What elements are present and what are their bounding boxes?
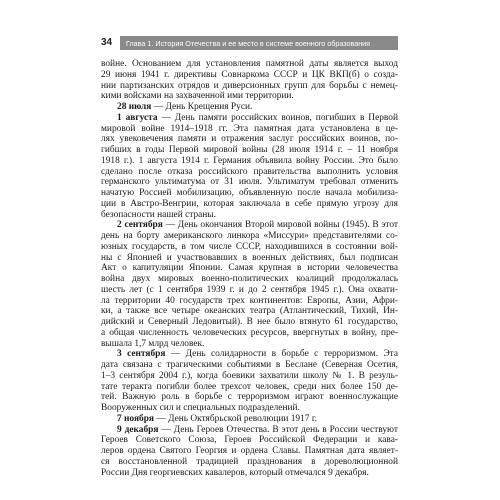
holiday-date: 9 декабря <box>117 424 159 435</box>
line-text: шесть лет (с 1 сентября 1939 г. и до 2 сентября 1945 г.). Она охвати- <box>101 284 398 295</box>
text-line <box>101 349 398 360</box>
text-line <box>101 392 398 403</box>
text-line <box>101 91 398 102</box>
line-text: — День окончания Второй мировой войны (1945). В этот <box>162 220 398 231</box>
text-line <box>101 339 398 350</box>
text-line <box>101 446 398 457</box>
line-text: Вооруженных сил и специальных подразделений. <box>101 403 300 413</box>
line-text: тей. Важную роль в борьбе с терроризмом играют военнослужащие <box>101 392 398 403</box>
line-text: ции в Австро-Венгрии, которая заключала в себе прямую угрозу для <box>101 198 398 209</box>
line-text: мировой войне 1914–1918 гг. Эта памятная дата установлена в це- <box>101 123 398 134</box>
line-text: нии партизанских отрядов и диверсионных групп для борьбы с немец- <box>101 80 398 91</box>
line-text: день на борту американского линкора «Миссури» представителями со- <box>101 231 398 241</box>
text-line <box>101 328 398 339</box>
line-text: начатую Россией мобилизацию, объявленную после начала мобилиза- <box>101 188 398 198</box>
text-line <box>101 435 398 446</box>
line-text: ла территории 40 государств трех континентов: Европы, Азии, Афри- <box>101 295 398 306</box>
text-line <box>101 70 398 81</box>
line-text: — День Октябрьской революции 1917 г. <box>154 413 317 424</box>
line-text: ны с Японией и участвовавших в военных действиях, был подписан <box>101 252 398 263</box>
holiday-date: 3 сентября <box>117 349 166 360</box>
page-body <box>101 59 398 478</box>
text-line <box>101 382 398 393</box>
line-text: война двух мировых военно-политических коалиций продолжалась <box>101 274 398 284</box>
running-header <box>120 36 398 50</box>
line-text: ся восстановленной традицией празднования в дореволюционной <box>101 456 398 467</box>
line-text: 29 июня 1941 г. директивы Совнаркома СССР и ЦК ВКП(б) о созда- <box>101 69 398 80</box>
text-line <box>101 81 398 92</box>
text-line <box>101 253 398 264</box>
text-line <box>101 317 398 328</box>
line-text: — День Крещения Руси. <box>151 102 253 112</box>
text-line <box>101 306 398 317</box>
text-line <box>101 285 398 296</box>
text-line <box>101 231 398 242</box>
text-line <box>101 425 398 436</box>
line-text: Акт о капитуляции Японии. Самая крупная в истории человечества <box>101 263 398 274</box>
line-text: — День Героев Отечества. В этот день в России чествуют <box>158 424 398 435</box>
text-line <box>101 177 398 188</box>
text-line <box>101 59 398 70</box>
text-line <box>101 124 398 135</box>
holiday-date: 1 августа <box>117 112 158 123</box>
text-line <box>101 360 398 371</box>
text-line <box>101 102 398 113</box>
line-text: ки, а также все четыре океанских театра (Атлантический, Тихий, Ин- <box>101 306 398 317</box>
line-text: тате теракта погибли более трехсот человек, среди них более 150 де- <box>101 381 398 392</box>
line-text: 1918 г.). 1 августа 1914 г. Германия объявила войну России. Это было <box>101 155 398 166</box>
text-line <box>101 113 398 124</box>
text-line <box>101 263 398 274</box>
line-text: 1–3 сентября 2004 г.), когда боевики захватили школу № 1. В резуль- <box>101 370 398 381</box>
text-line <box>101 242 398 253</box>
text-line <box>101 199 398 210</box>
line-text: лях увековечения памяти и отражения заслуг российских воинов, по- <box>101 134 398 145</box>
text-line <box>101 134 398 145</box>
page-number: 34 <box>101 37 113 48</box>
line-text: вышала 1,7 млрд человек. <box>101 338 205 349</box>
line-text: кими войсками на захваченной ими территории. <box>101 91 294 102</box>
text-line <box>101 220 398 231</box>
text-line <box>101 156 398 167</box>
holiday-date: 2 сентября <box>117 220 163 231</box>
line-text: войне. Основанием для установления памятной даты является выход <box>101 59 398 69</box>
text-line <box>101 296 398 307</box>
line-text: дийский и Северный Ледовитый). В нее было втянуто 61 государство, <box>101 317 398 327</box>
line-text: Героев Советского Союза, Героев Российской Федерации и кава- <box>101 435 398 446</box>
line-text: гибших в годы Первой мировой войны (28 июля 1914 г. – 11 ноября <box>101 145 398 155</box>
text-line <box>101 468 398 479</box>
text-line <box>101 188 398 199</box>
line-text: России Дня георгиевских кавалеров, который отмечался 9 декабря. <box>101 467 369 478</box>
line-text: германского ультиматума от 31 июля. Ультиматум требовал отменить <box>101 177 398 188</box>
line-text: безопасности нашей страны. <box>101 209 216 220</box>
text-line <box>101 145 398 156</box>
text-line <box>101 457 398 468</box>
text-line <box>101 274 398 285</box>
line-text: — День памяти российских воинов, погибших в Первой <box>157 112 398 123</box>
line-text: юзных государств, в том числе СССР, находившихся в состоянии вой- <box>101 241 398 252</box>
line-text: — День солидарности в борьбе с терроризмом. Эта <box>165 349 398 360</box>
text-line <box>101 371 398 382</box>
chapter-title: Глава 1. История Отечества и ее место в системе военного образования <box>126 38 371 48</box>
line-text: дата связана с трагическими событиями в Беслане (Северная Осетия, <box>101 360 398 370</box>
line-text: леров ордена Святого Георгия и ордена Славы. Памятная дата являет- <box>101 446 398 456</box>
holiday-date: 28 июля <box>117 102 152 112</box>
text-line <box>101 210 398 221</box>
text-line <box>101 403 398 414</box>
text-line <box>101 414 398 425</box>
line-text: а общая численность человеческих ресурсов, ввергнутых в войну, пре- <box>101 327 398 338</box>
holiday-date: 7 ноября <box>117 413 154 424</box>
text-line <box>101 167 398 178</box>
line-text: сделано после отказа российского правительства выполнить условия <box>101 166 398 177</box>
